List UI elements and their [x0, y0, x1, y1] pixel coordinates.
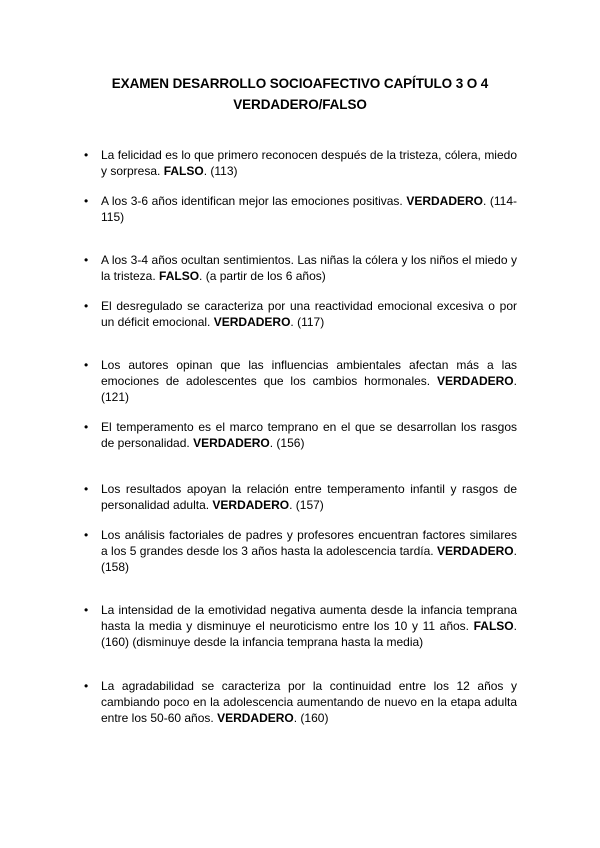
item-answer: VERDADERO [436, 544, 514, 558]
item-statement: La intensidad de la emotividad negativa aumenta desde la infancia temprana hasta la media y disminuye el neuroticismo entre los 10 y 11 años. [101, 603, 517, 633]
item-answer: VERDADERO [436, 374, 514, 388]
document-title: EXAMEN DESARROLLO SOCIOAFECTIVO CAPÍTULO 3 O 4 [111, 76, 489, 91]
item-answer: FALSO [159, 269, 200, 283]
item-reference: . (113) [203, 164, 238, 178]
bullet-icon: • [84, 148, 89, 162]
item-statement: La agradabilidad se caracteriza por la continuidad entre los 12 años y cambiando poco en la adolescencia aumentando de nuevo en la etapa adulta entre los 50-60 años. [101, 679, 517, 725]
list-item [84, 678, 517, 726]
bullet-icon: • [84, 679, 89, 693]
bullet-icon: • [84, 528, 89, 542]
item-reference: . (a partir de los 6 años) [199, 269, 326, 283]
item-answer: FALSO [473, 619, 514, 633]
item-statement: Los autores opinan que las influencias ambientales afectan más a las emociones de adolescentes que los cambios hormonales. [101, 358, 517, 388]
item-reference: . (156) [269, 436, 305, 450]
item-answer: VERDADERO [213, 315, 291, 329]
item-reference: . (157) [289, 498, 324, 512]
list-item [84, 193, 517, 225]
item-statement: Los resultados apoyan la relación entre temperamento infantil y rasgos de personalidad adulta. [101, 482, 517, 512]
item-answer: VERDADERO [212, 498, 290, 512]
list-item [84, 481, 517, 513]
item-statement: El temperamento es el marco temprano en el que se desarrollan los rasgos de personalidad. [101, 420, 517, 450]
item-statement: La felicidad es lo que primero reconocen después de la tristeza, cólera, miedo y sorpresa. [101, 148, 517, 178]
item-reference: . (160) (disminuye desde la infancia temprana hasta la media) [101, 619, 517, 649]
list-item [84, 602, 517, 650]
item-answer: VERDADERO [217, 711, 294, 725]
item-statement: Los análisis factoriales de padres y profesores encuentran factores similares a los 5 grandes desde los 3 años hasta la adolescencia tardía. [101, 528, 517, 558]
document-subtitle: VERDADERO/FALSO [233, 97, 367, 112]
bullet-icon: • [84, 299, 89, 313]
item-reference: . (160) [293, 711, 329, 725]
item-statement: A los 3-6 años identifican mejor las emociones positivas. [101, 194, 407, 208]
item-answer: VERDADERO [406, 194, 483, 208]
list-item [84, 419, 517, 451]
item-reference: . (117) [290, 315, 325, 329]
bullet-icon: • [84, 194, 89, 208]
item-statement: A los 3-4 años ocultan sentimientos. Las niñas la cólera y los niños el miedo y la tristeza. [101, 253, 517, 283]
list-item [84, 298, 517, 330]
list-item [84, 357, 517, 405]
item-reference: . (121) [101, 374, 517, 404]
item-answer: VERDADERO [193, 436, 270, 450]
list-item [84, 252, 517, 284]
item-reference: . (114-115) [101, 194, 517, 224]
item-answer: FALSO [163, 164, 204, 178]
bullet-icon: • [84, 603, 89, 617]
bullet-icon: • [84, 358, 89, 372]
item-reference: . (158) [101, 544, 517, 574]
bullet-icon: • [84, 482, 89, 496]
bullet-icon: • [84, 420, 89, 434]
list-item [84, 147, 517, 179]
bullet-icon: • [84, 253, 89, 267]
item-statement: El desregulado se caracteriza por una reactividad emocional excesiva o por un déficit emocional. [101, 299, 517, 329]
list-item [84, 527, 517, 575]
